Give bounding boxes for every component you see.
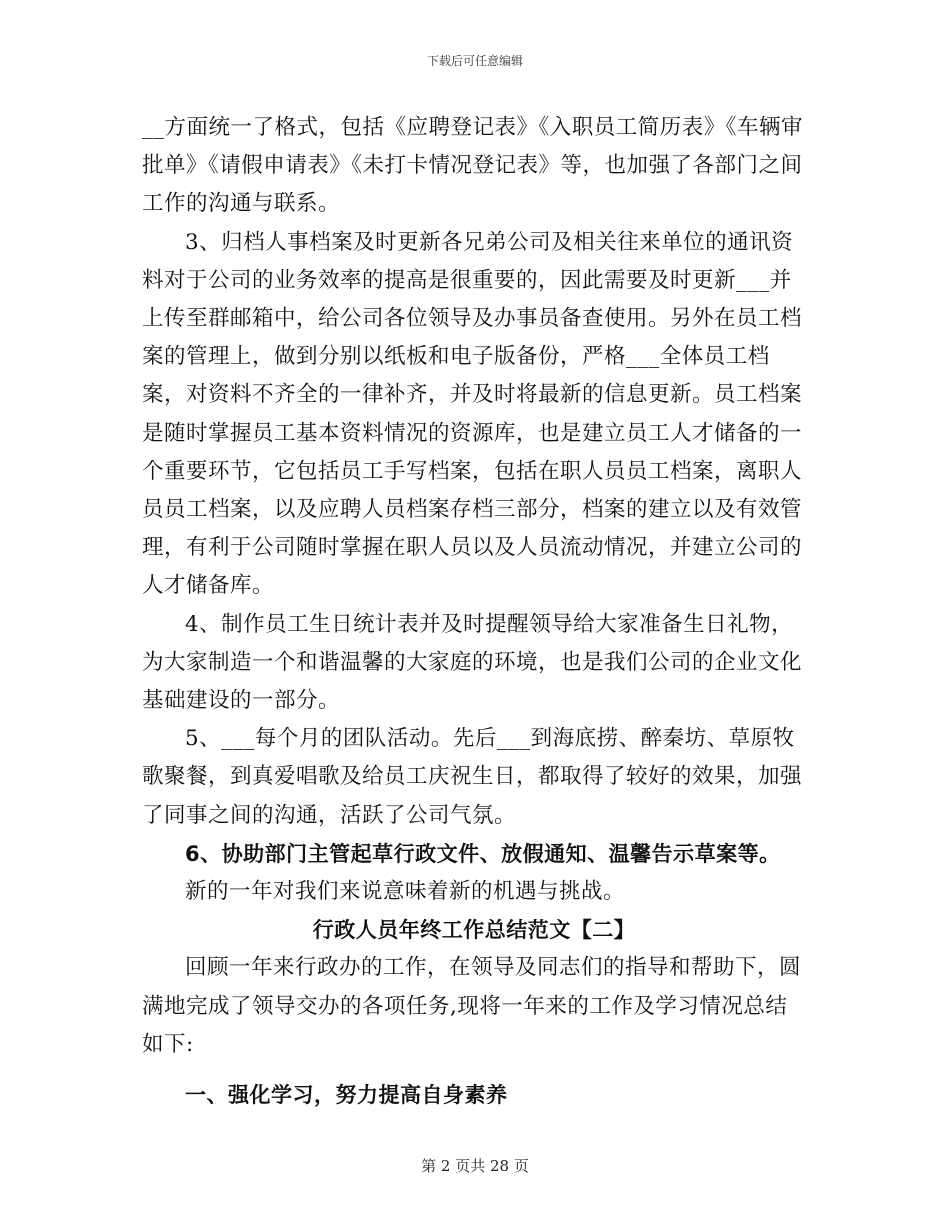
paragraph-review: 回顾一年来行政办的工作，在领导及同志们的指导和帮助下，圆满地完成了领导交办的各项任务,现将一年来的工作及学习情况总结如下:: [142, 955, 802, 1057]
paragraph-archives: 3、归档人事档案及时更新各兄弟公司及相关往来单位的通讯资料对于公司的业务效率的提高是很重要的，因此需要及时更新___并上传至群邮箱中，给公司各位领导及办事员备查使用。另外在员工档案的管理上，做到分别以纸板和电子版备份，严格___全体员工档案，对资料不齐全的一律补齐，并及时将最新的信息更新。员工档案是随时掌握员工基本资料情况的资源库，也是建立员工人才储备的一个重要环节，它包括员工手写档案，包括在职人员员工档案，离职人员员工档案，以及应聘人员档案存档三部分，档案的建立以及有效管理，有利于公司随时掌握在职人员以及人员流动情况，并建立公司的人才储备库。: [142, 229, 803, 599]
page-header: 下载后可任意编辑: [426, 54, 523, 68]
paragraph-new-year: 新的一年对我们来说意味着新的机遇与挑战。: [185, 879, 626, 905]
paragraph-forms: __方面统一了格式，包括《应聘登记表》《入职员工简历表》《车辆审批单》《请假申请表》《未打卡情况登记表》等，也加强了各部门之间工作的沟通与联系。: [142, 115, 804, 217]
paragraph-drafting: 6、协助部门主管起草行政文件、放假通知、温馨告示草案等。: [185, 841, 781, 866]
subheading-study: 一、强化学习，努力提高自身素养: [185, 1083, 508, 1108]
section-title: 行政人员年终工作总结范文【二】: [312, 918, 636, 943]
paragraph-birthday: 4、制作员工生日统计表并及时提醒领导给大家准备生日礼物，为大家制造一个和谐温馨的大家庭的环境，也是我们公司的企业文化基础建设的一部分。: [142, 611, 803, 714]
paragraph-team-activity: 5、___每个月的团队活动。先后___到海底捞、醉秦坊、草原牧歌聚餐，到真爱唱歌及给员工庆祝生日，都取得了较好的效果，加强了同事之间的沟通，活跃了公司气氛。: [142, 726, 803, 828]
page-footer: 第 2 页共 28 页: [421, 1157, 529, 1175]
document-body: [142, 109, 806, 1114]
